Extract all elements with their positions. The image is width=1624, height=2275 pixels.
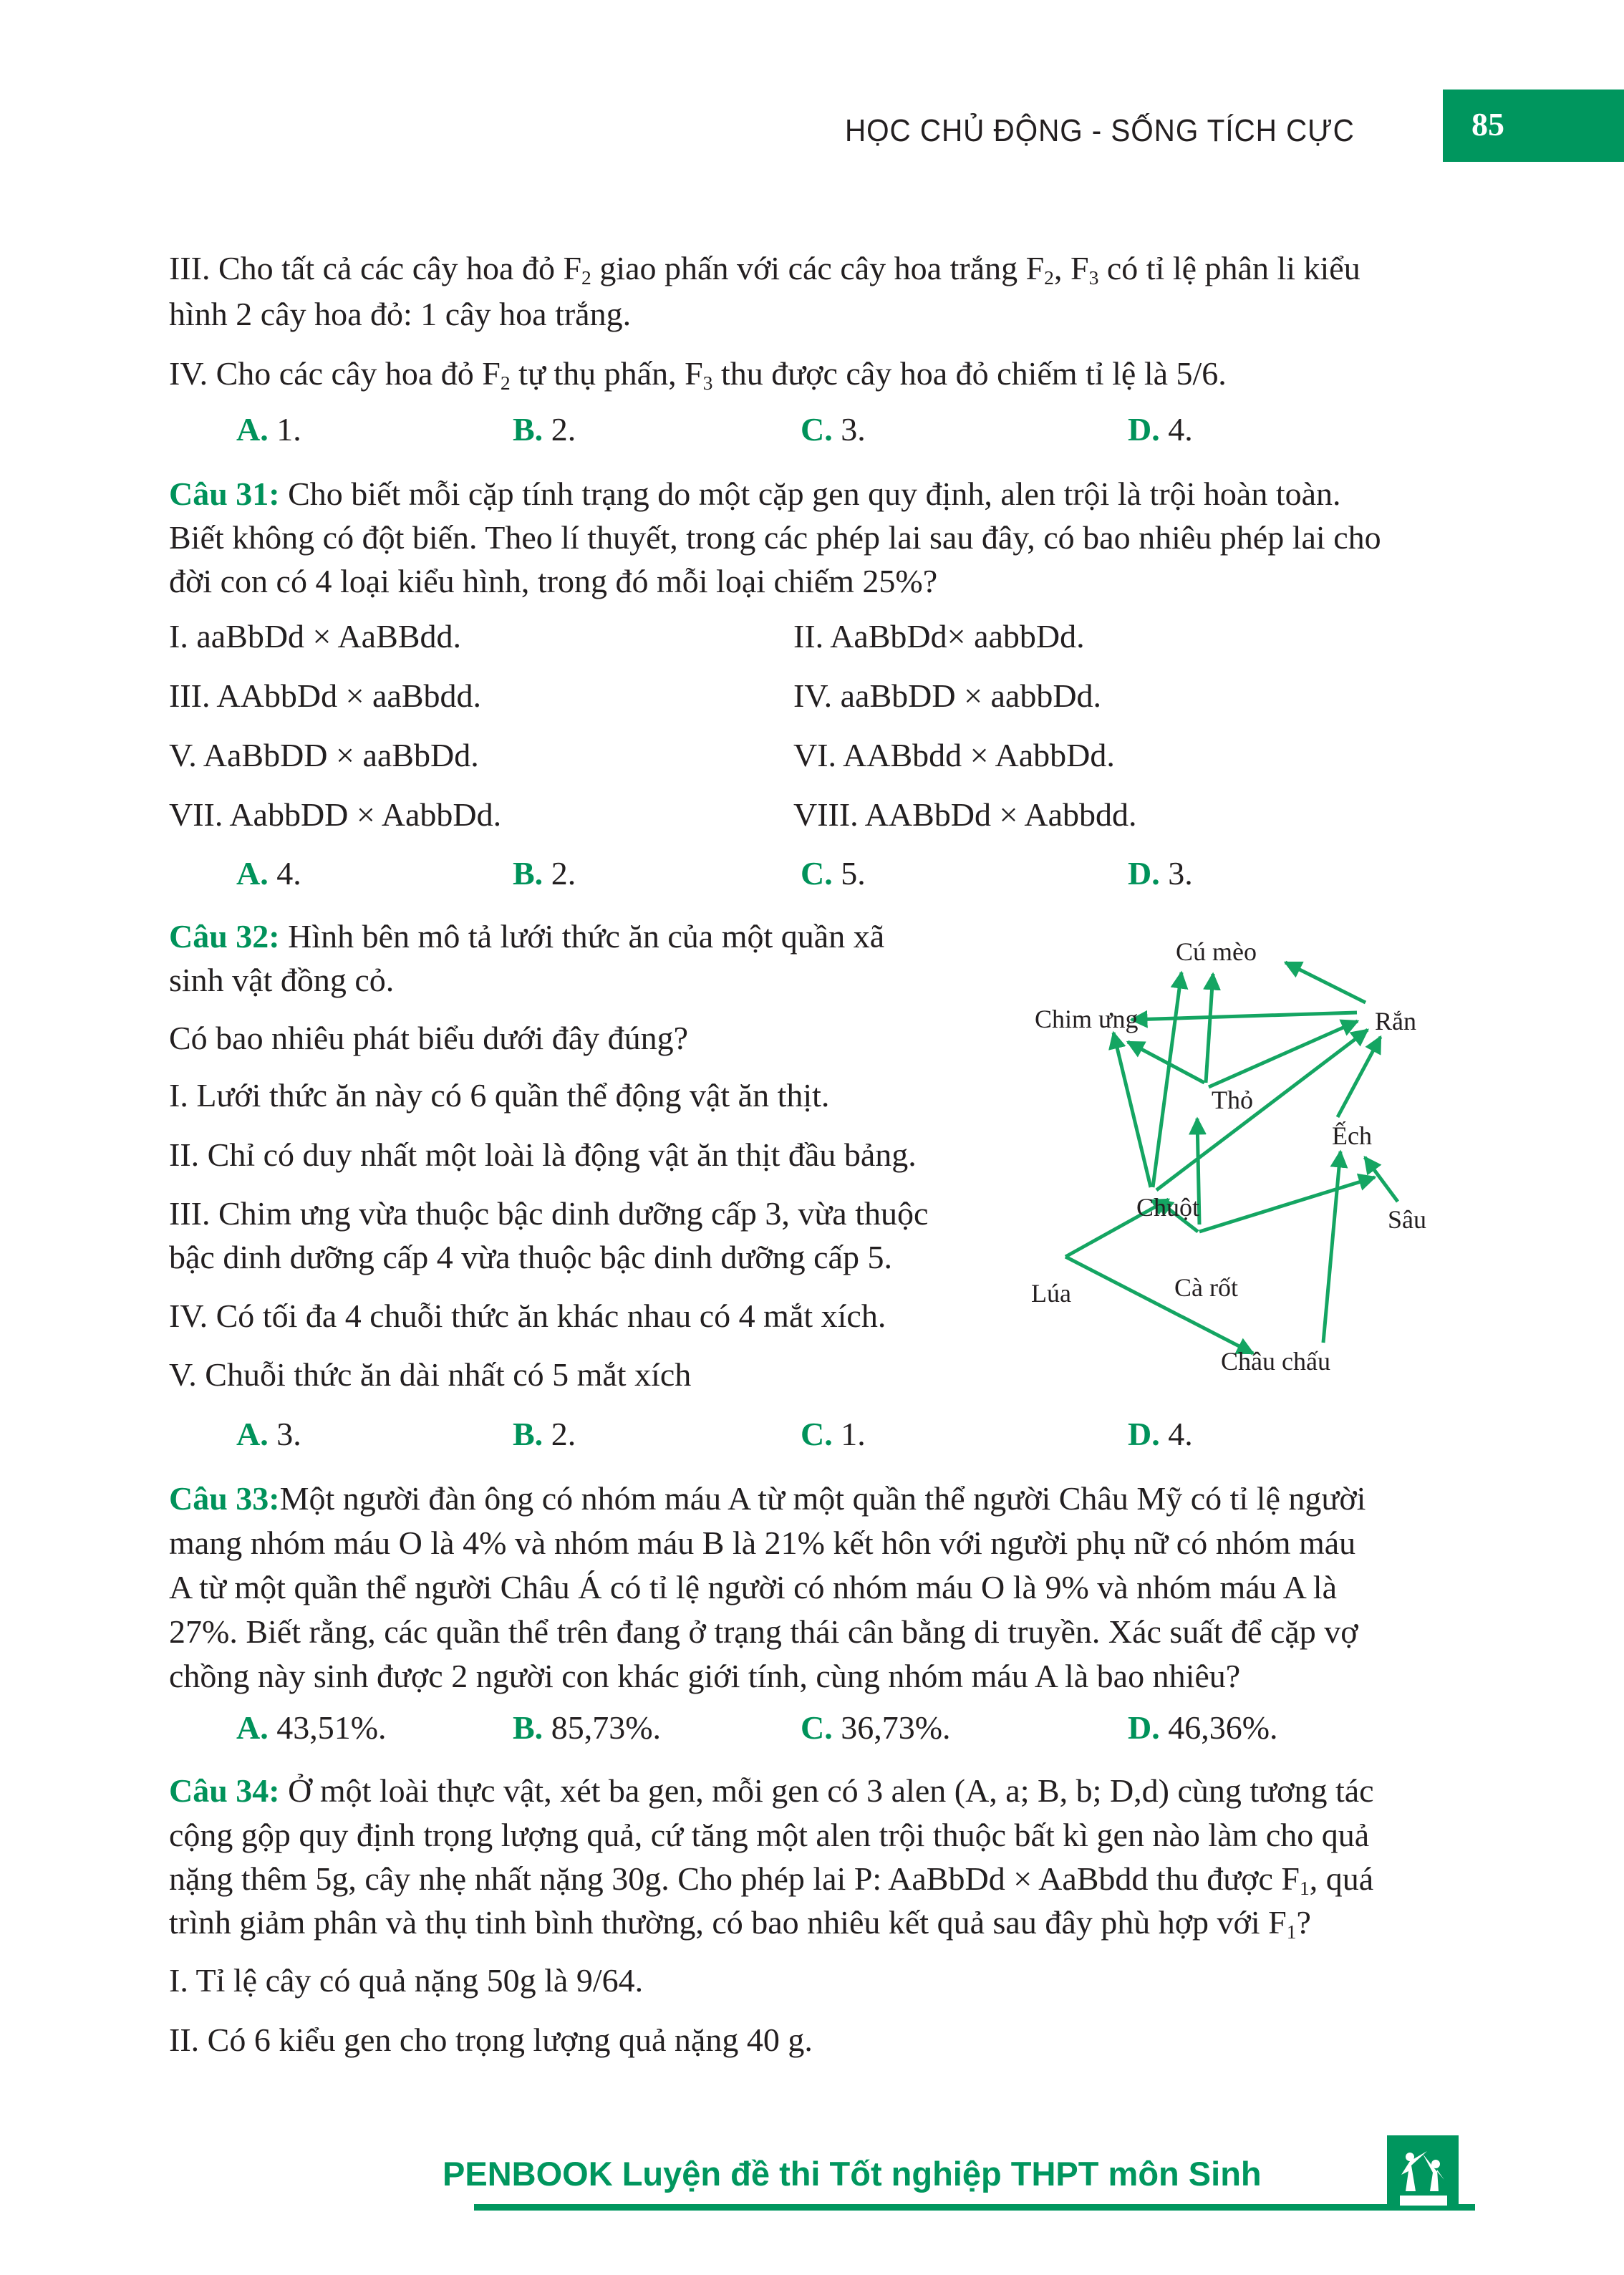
q34-line-3: nặng thêm 5g, cây nhẹ nhất nặng 30g. Cho phép lai P: AaBbDd × AaBbdd thu được $F_1$, quá — [169, 1860, 1374, 1899]
arrow-ran-to-cu_meo — [1285, 962, 1366, 1003]
q32-statement-i: I. Lưới thức ăn này có 6 quần thể động vật ăn thịt. — [169, 1077, 830, 1114]
option-c: C. 1. — [801, 1416, 866, 1452]
option-a: A. 43,51%. — [236, 1709, 387, 1746]
arrow-chau_chau-to-ech — [1323, 1151, 1340, 1343]
cross-v: V. AaBbDD × aaBbDd. — [169, 737, 479, 773]
question-label: Câu 34: — [169, 1772, 280, 1809]
option-d: D. 4. — [1128, 1416, 1193, 1452]
statement-iv: IV. Cho các cây hoa đỏ $F_2$ tự thụ phấn, $F_3$ thu được cây hoa đỏ chiếm tỉ lệ là 5/6. — [169, 355, 1227, 394]
question-label: Câu 32: — [169, 918, 280, 955]
q34-statement-ii: II. Có 6 kiểu gen cho trọng lượng quả nặng 40 g. — [169, 2022, 813, 2058]
cross-iii: III. AAbbDd × aaBbdd. — [169, 677, 482, 714]
node-lua: Lúa — [1031, 1279, 1071, 1308]
option-c: C. 36,73%. — [801, 1709, 951, 1746]
arrow-ran-to-chim_ung — [1131, 1013, 1357, 1020]
q33-line-5: chồng này sinh được 2 người con khác giới tính, cùng nhóm máu A là bao nhiêu? — [169, 1658, 1241, 1694]
page-number-tab — [1443, 90, 1624, 162]
q32-statement-v: V. Chuỗi thức ăn dài nhất có 5 mắt xích — [169, 1356, 692, 1393]
q33-line-2: mang nhóm máu O là 4% và nhóm máu B là 21% kết hôn với người phụ nữ có nhóm máu — [169, 1525, 1356, 1561]
option-c: C. 3. — [801, 411, 866, 448]
q32-line-1: Câu 32: Hình bên mô tả lưới thức ăn của một quần xã — [169, 918, 885, 955]
q33-line-3: A từ một quần thể người Châu Á có tỉ lệ người có nhóm máu O là 9% và nhóm máu A là — [169, 1569, 1338, 1605]
arrow-ca_rot-to-sau — [1199, 1177, 1375, 1232]
option-b: B. 2. — [513, 1416, 576, 1452]
question-label: Câu 33: — [169, 1480, 280, 1517]
header-title: HỌC CHỦ ĐỘNG - SỐNG TÍCH CỰC — [845, 113, 1355, 148]
node-chau-chau: Châu chấu — [1221, 1347, 1330, 1376]
option-b: B. 85,73%. — [513, 1709, 662, 1746]
node-ca-rot: Cà rốt — [1174, 1273, 1238, 1302]
node-chuot: Chuột — [1136, 1193, 1200, 1222]
arrow-chuot-to-cu_meo — [1153, 972, 1181, 1187]
option-b: B. 2. — [513, 411, 576, 448]
q34-line-2: cộng gộp quy định trọng lượng quả, cứ tăng một alen trội thuộc bất kì gen nào làm cho quả — [169, 1817, 1370, 1853]
option-d: D. 46,36%. — [1128, 1709, 1278, 1746]
q32-statement-iii-cont: bậc dinh dưỡng cấp 4 vừa thuộc bậc dinh dưỡng cấp 5. — [169, 1239, 892, 1275]
q34-line-1: Câu 34: Ở một loài thực vật, xét ba gen, mỗi gen có 3 alen (A, a; B, b; D,d) cùng tương tác — [169, 1772, 1374, 1809]
q33-line-1: Câu 33:Một người đàn ông có nhóm máu A từ một quần thể người Châu Mỹ có tỉ lệ người — [169, 1480, 1366, 1517]
option-b: B. 2. — [513, 855, 576, 892]
q31-line-1: Câu 31: Cho biết mỗi cặp tính trạng do một cặp gen quy định, alen trội là trội hoàn toàn. — [169, 475, 1341, 512]
node-sau: Sâu — [1388, 1205, 1426, 1234]
question-label: Câu 31: — [169, 475, 280, 512]
node-cu-meo: Cú mèo — [1176, 937, 1257, 966]
node-chim-ung: Chim ưng — [1035, 1005, 1139, 1033]
arrow-lua-to-chau_chau — [1065, 1257, 1253, 1353]
q32-line-3: Có bao nhiêu phát biểu dưới đây đúng? — [169, 1020, 689, 1056]
footer-title: PENBOOK Luyện đề thi Tốt nghiệp THPT môn Sinh — [443, 2155, 1262, 2193]
q32-statement-iv: IV. Có tối đa 4 chuỗi thức ăn khác nhau có 4 mắt xích. — [169, 1298, 886, 1334]
option-d: D. 3. — [1128, 855, 1193, 892]
option-a: A. 4. — [236, 855, 301, 892]
cross-ii: II. AaBbDd× aabbDd. — [793, 618, 1085, 655]
option-a: A. 3. — [236, 1416, 301, 1452]
arrow-tho-to-cu_meo — [1206, 974, 1213, 1083]
cross-i: I. aaBbDd × AaBBdd. — [169, 618, 461, 655]
two-people-logo-icon — [1387, 2135, 1459, 2211]
statement-iii: III. Cho tất cả các cây hoa đỏ $F_2$ giao phấn với các cây hoa trắng $F_2$, $F_3$ có tỉ lệ phân li kiểu — [169, 250, 1360, 289]
option-d: D. 4. — [1128, 411, 1193, 448]
arrow-chuot-to-ran — [1156, 1030, 1368, 1190]
q31-line-2: Biết không có đột biến. Theo lí thuyết, trong các phép lai sau đây, có bao nhiêu phép lai cho — [169, 519, 1381, 556]
cross-vi: VI. AABbdd × AabbDd. — [793, 737, 1115, 773]
food-web-diagram — [1017, 924, 1475, 1389]
q32-statement-ii: II. Chỉ có duy nhất một loài là động vật ăn thịt đầu bảng. — [169, 1136, 917, 1173]
node-tho: Thỏ — [1212, 1086, 1253, 1114]
cross-viii: VIII. AABbDd × Aabbdd. — [793, 796, 1137, 833]
arrow-chuot-to-chim_ung — [1113, 1033, 1151, 1187]
q34-line-4: trình giảm phân và thụ tinh bình thường, có bao nhiêu kết quả sau đây phù hợp với $F_1$? — [169, 1904, 1311, 1943]
footer-rule — [474, 2204, 1475, 2211]
q31-line-3: đời con có 4 loại kiểu hình, trong đó mỗi loại chiếm 25%? — [169, 563, 938, 599]
q32-statement-iii: III. Chim ưng vừa thuộc bậc dinh dưỡng cấp 3, vừa thuộc — [169, 1195, 929, 1232]
cross-iv: IV. aaBbDD × aabbDd. — [793, 677, 1102, 714]
q33-line-4: 27%. Biết rằng, các quần thể trên đang ở trạng thái cân bằng di truyền. Xác suất để cặp vợ — [169, 1613, 1358, 1650]
page-number: 85 — [1471, 106, 1504, 143]
node-ech: Ếch — [1332, 1121, 1372, 1150]
option-c: C. 5. — [801, 855, 866, 892]
q32-line-2: sinh vật đồng cỏ. — [169, 962, 395, 998]
option-a: A. 1. — [236, 411, 301, 448]
cross-vii: VII. AabbDD × AabbDd. — [169, 796, 502, 833]
q34-statement-i: I. Tỉ lệ cây có quả nặng 50g là 9/64. — [169, 1962, 644, 1999]
node-ran: Rắn — [1375, 1007, 1416, 1035]
food-web-arrows — [1017, 924, 1475, 1389]
statement-iii-cont: hình 2 cây hoa đỏ: 1 cây hoa trắng. — [169, 296, 632, 332]
